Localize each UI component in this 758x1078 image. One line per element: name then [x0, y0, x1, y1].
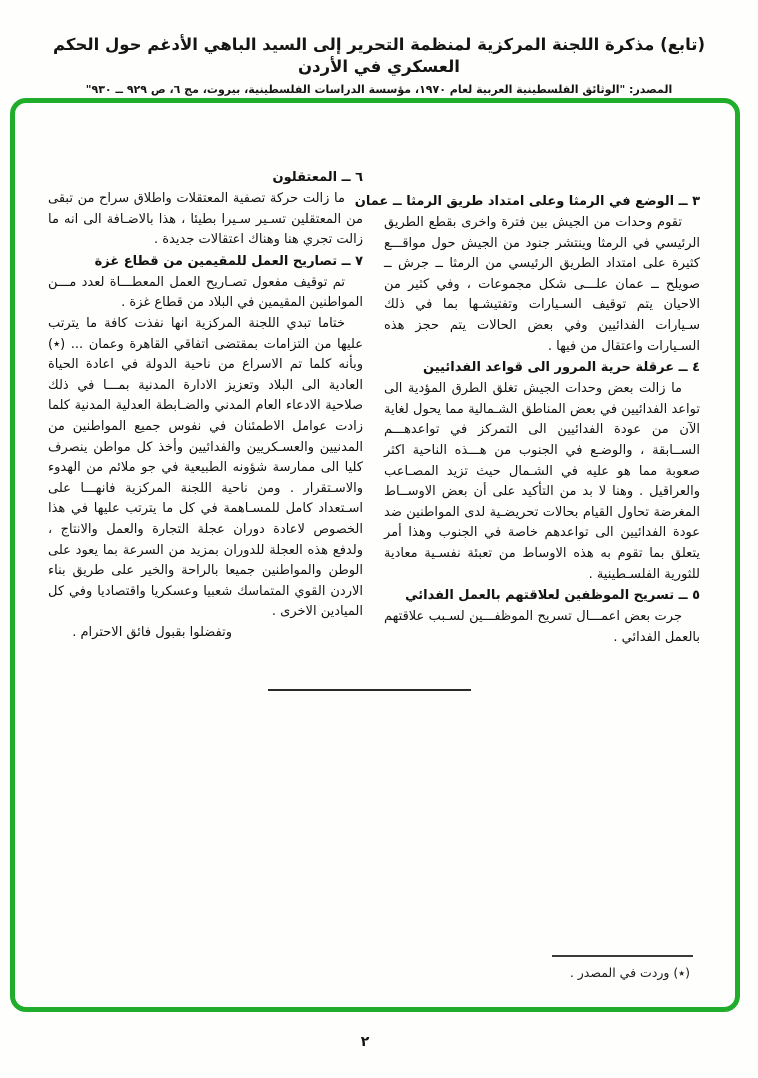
section-5-body: جرت بعض اعمـــال تسريح الموظفـــين لسـبب علاقتهم بالعمل الفدائي . — [384, 609, 700, 645]
section-7-body: تم توقيف مفعول تصـاريح العمل المعطـــاة لعدد مـــن المواطنين المقيمين في البلاد من قطاع غزة . — [48, 274, 363, 311]
section-3 — [354, 191, 700, 357]
footnote-text: (٭) وردت في المصدر . — [569, 965, 690, 980]
column-right — [354, 191, 700, 648]
document-title: (تابع) مذكرة اللجنة المركزية لمنظمة التحرير إلى السيد الباهي الأدغم حول الحكم العسكري في الأردن — [52, 35, 706, 76]
section-7-heading: ٧ ــ تصاريح العمل للمقيمين من قطاع غزة — [94, 253, 363, 269]
section-4-heading: ٤ ــ عرقلة حرية المرور الى قواعد الفدائيين — [423, 360, 700, 376]
document-source-line: المصدر: "الوثائق الفلسطينية العربية لعام ١٩٧٠، مؤسسة الدراسات الفلسطينية، بيروت، مج ٦، ص ٩٢٩ ــ ٩٣٠" — [85, 83, 673, 96]
section-3-body: تقوم وحدات من الجيش بين فترة واخرى بقطع الطريق الرئيسي في الرمثا وينتشر جنود من الجيش حول مواقـــع كثيرة على امتداد الطريق الرئيسي من الرمثا ــ جرش ــ صويلح ــ عمان علـــى شكل مجموعات ، وفي كثير من الاحيان يتم توقيف السـيارات وتفتيشـها بما في ذلك سـيارات الفدائيين وفي بعض الحالات يتم حجز هذه السـيارات واعتقال من فيها . — [384, 215, 700, 354]
section-5-heading: ٥ ــ تسريح الموظفين لعلاقتهم بالعمل الفدائي — [405, 588, 700, 604]
green-content-frame — [10, 98, 740, 1012]
document-header — [0, 34, 758, 96]
section-4 — [384, 357, 700, 585]
section-7 — [48, 251, 363, 314]
footnote-divider — [552, 955, 693, 957]
section-6 — [48, 167, 363, 251]
end-of-text-rule — [268, 689, 471, 691]
column-left — [48, 167, 363, 643]
signoff-line: وتفضلوا بقبول فائق الاحترام . — [72, 624, 232, 640]
section-5 — [384, 585, 700, 648]
section-6-heading: ٦ ــ المعتقلون — [272, 170, 363, 185]
section-4-body: ما زالت بعض وحدات الجيش تغلق الطرق المؤدية الى تواعد الفدائيين في بعض المناطق الشـمالية مما يحول لغاية الآن من عودة الفدائيين الى التمركز في تواعدهـــم الســابقة ، والوضـع في الجنوب من هـــذه الناحية اكثر صعوبة مما هو عليه في الشـمال حيث تزيد المصـاعب والعراقيل . وهنا لا بد من التأكيد على أن بعض الاوســاط المغرضة تحاول القيام بحالات تحريضـية لدى المواطنين ضد عودة الفدائيين الى تواعدهم خاصة في الجنوب وهذا أمر يتعلق بما تقوم به هذه الاوساط من تعبئة نفسـية معادية للثورية الفلسـطينية . — [384, 381, 700, 582]
section-6-body: ما زالت حركة تصفية المعتقلات واطلاق سراح من تبقى من المعتقلين تسـير سـيرا بطيئا ، هذا بالاضـافة الى انه ما زالت تجري هنا وهناك اعتقالات جديدة . — [48, 191, 363, 248]
page-number: ٢ — [360, 1034, 370, 1050]
closing-paragraph: ختاما تبدي اللجنة المركزية انها نفذت كافة ما يترتب عليها من التزامات بمقتضى اتفاقي القاهرة وعمان ... (٭) وبأنه كلما تم الاسراع من ناحية الدولة في اعادة الحياة العادية الى البلاد وتعزيز الادارة المدنية بمـــا في ذلك صلاحية الادعاء العام المدني والضـابطة العدلية المدنية كلما زادت عوامل الاطمئنان في نفوس جميع المواطنين من المدنيين والعسـكريين والفدائيين وأخذ كل مواطن ينصرف كليا الى ممارسة شؤونه الطبيعية في جو ملائم من الهدوء والاسـتقرار . ومن ناحية اللجنة المركزية فانهـــا على اسـتعداد كامل للمسـاهمة في كل ما يترتب عليها في هذا الخصوص لاعادة دوران عجلة التجارة والعمل والانتاج ، ولدفع هذه العجلة للدوران بمزيد من السرعة بما يعود على الوطن والمواطنين جميعا بالراحة والخير على طريق بناء الاردن القوي المتماسك شعبيا وعسكريا واقتصاديا وفي كل الميادين الاخرى . — [48, 315, 363, 620]
section-3-heading: ٣ ــ الوضع في الرمثا وعلى امتداد طريق الرمثا ــ عمان — [354, 194, 700, 209]
